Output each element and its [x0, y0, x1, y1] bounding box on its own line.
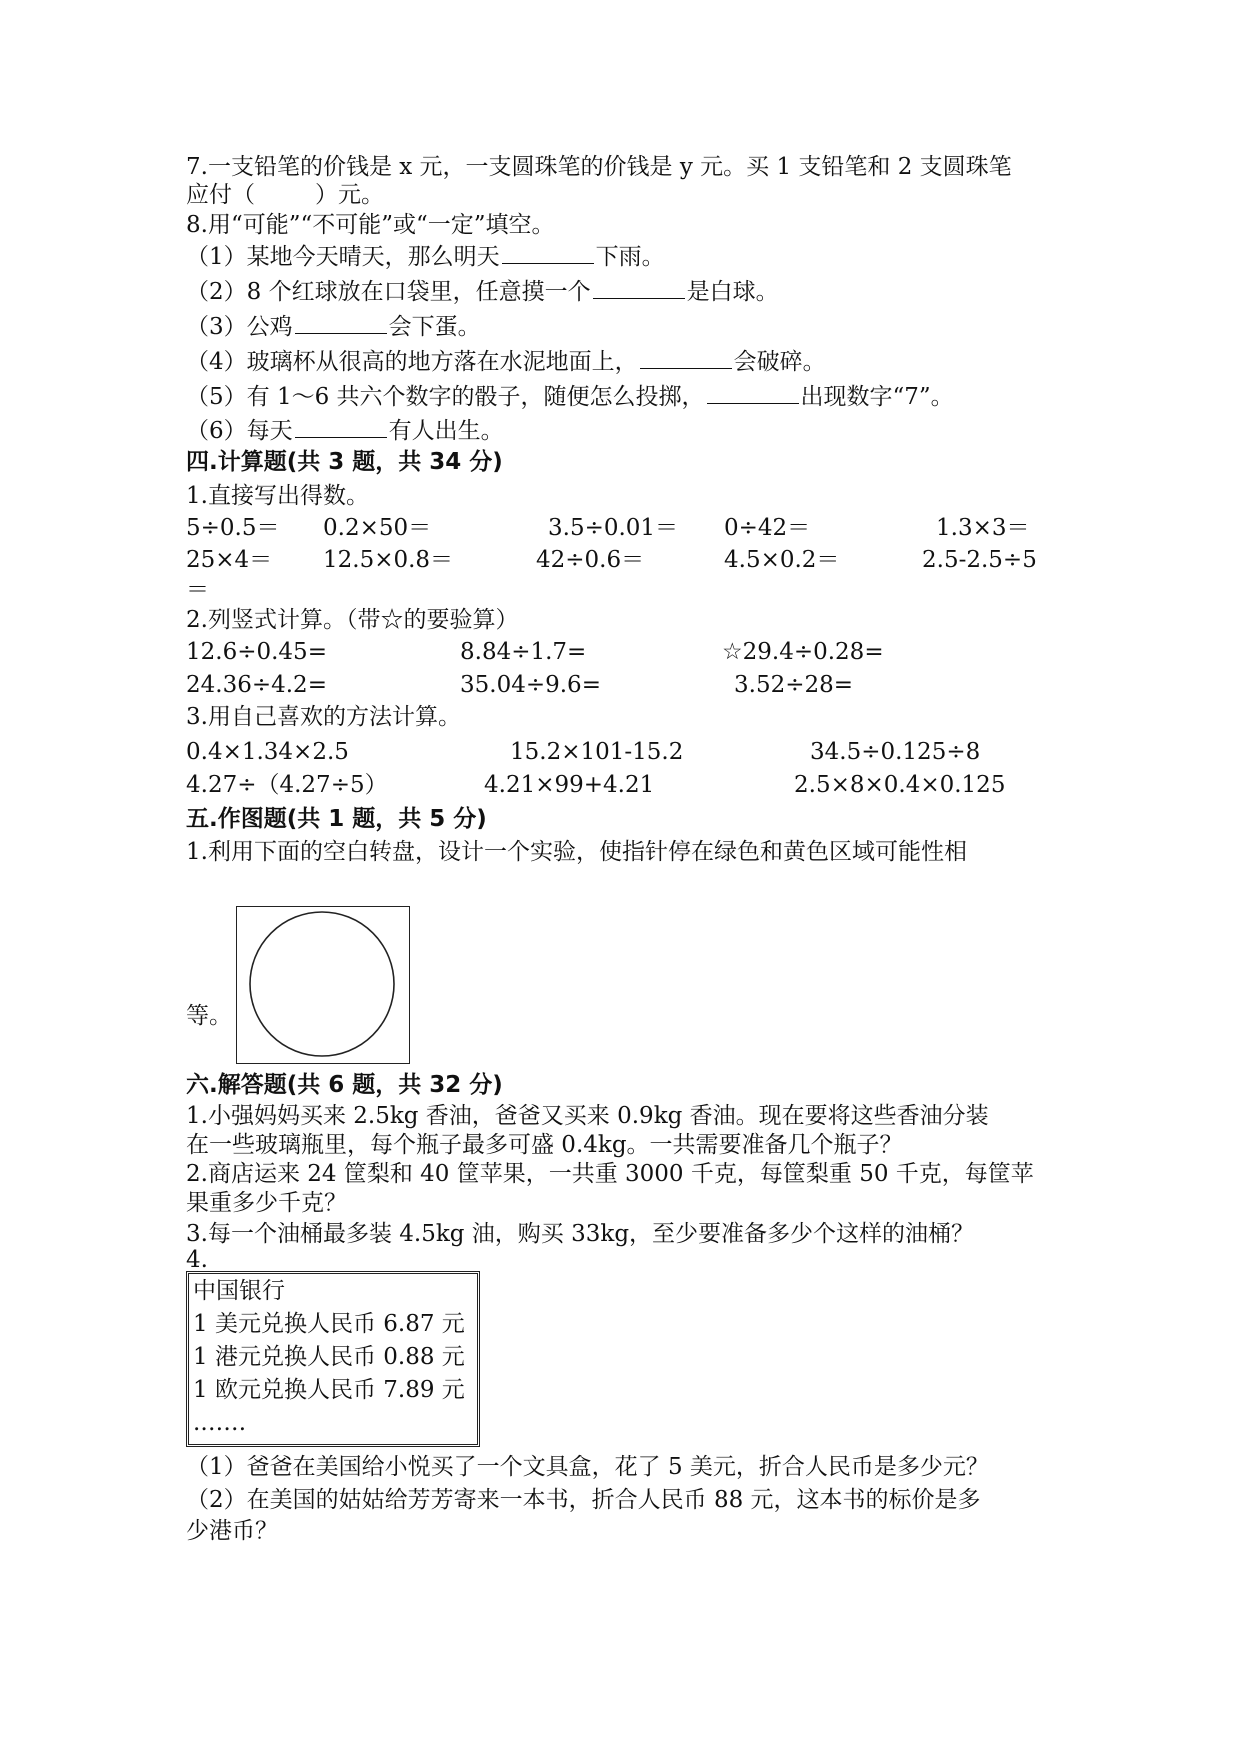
q8-item-6-post: 有人出生。 — [388, 418, 504, 444]
s6-q3: 3.每一个油桶最多装 4.5kg 油，购买 33kg，至少要准备多少个这样的油桶？ — [186, 1221, 975, 1247]
s6-q2-line1: 2.商店运来 24 筐梨和 40 筐苹果，一共重 3000 千克，每筐梨重 50 千克，每筐苹 — [186, 1161, 1034, 1187]
s4-q2-r1-c1: 12.6÷0.45= — [186, 639, 327, 665]
s6-q1-line2: 在一些玻璃瓶里，每个瓶子最多可盛 0.4kg。一共需要准备几个瓶子？ — [186, 1132, 903, 1158]
s4-q1-r2-cont: ＝ — [186, 577, 209, 603]
q8-item-5-pre: （5）有 1～6 共六个数字的骰子，随便怎么投掷， — [186, 384, 705, 410]
s4-q2-title: 2.列竖式计算。（带☆的要验算） — [186, 607, 519, 633]
s4-q1-r1-c2: 0.2×50＝ — [323, 515, 432, 541]
q8-item-5 — [186, 381, 954, 412]
s4-q3-title: 3.用自己喜欢的方法计算。 — [186, 704, 461, 730]
q8-item-3-blank[interactable] — [295, 311, 387, 334]
q8-item-3-pre: （3）公鸡 — [186, 314, 293, 340]
s4-q2-r2-c2: 35.04÷9.6= — [460, 672, 601, 698]
s5-q1-line2: 等。 — [186, 1003, 232, 1029]
section5-heading: 五.作图题(共 1 题，共 5 分) — [186, 806, 487, 832]
s4-q1-r2-c5: 2.5-2.5÷5 — [922, 547, 1037, 573]
s4-q3-r2-c3: 2.5×8×0.4×0.125 — [794, 772, 1006, 798]
s4-q1-r2-c4: 4.5×0.2＝ — [724, 547, 840, 573]
q7-line2-pre: 应付（ — [186, 182, 255, 208]
q8-item-5-post: 出现数字“7”。 — [800, 384, 954, 410]
spinner-frame — [236, 906, 410, 1064]
bank-name: 中国银行 — [193, 1278, 285, 1304]
q8-title: 8.用“可能”“不可能”或“一定”填空。 — [186, 212, 555, 238]
s4-q3-r1-c3: 34.5÷0.125÷8 — [810, 739, 981, 765]
q8-item-3 — [186, 311, 481, 342]
section6-heading: 六.解答题(共 6 题，共 32 分) — [186, 1072, 503, 1098]
s6-q4-sub1: （1）爸爸在美国给小悦买了一个文具盒，花了 5 美元，折合人民币是多少元？ — [186, 1454, 989, 1480]
q8-item-4 — [186, 346, 826, 377]
q8-item-3-post: 会下蛋。 — [388, 314, 481, 340]
s6-q4-sub2-line2: 少港币？ — [186, 1518, 278, 1544]
s4-q3-r2-c2: 4.21×99+4.21 — [484, 772, 655, 798]
q7-line1: 7.一支铅笔的价钱是 x 元，一支圆珠笔的价钱是 y 元。买 1 支铅笔和 2 支圆珠笔 — [186, 154, 1012, 180]
q8-item-6 — [186, 415, 504, 446]
q7-line2 — [186, 180, 384, 210]
blank-spinner-circle[interactable] — [237, 907, 408, 1062]
q8-item-4-pre: （4）玻璃杯从很高的地方落在水泥地面上， — [186, 349, 638, 375]
s4-q3-r1-c1: 0.4×1.34×2.5 — [186, 739, 349, 765]
q8-item-1-pre: （1）某地今天晴天，那么明天 — [186, 244, 500, 270]
s4-q2-r1-c2: 8.84÷1.7= — [460, 639, 587, 665]
s4-q1-r1-c1: 5÷0.5＝ — [186, 515, 280, 541]
s6-q1-line1: 1.小强妈妈买来 2.5kg 香油，爸爸又买来 0.9kg 香油。现在要将这些香油分装 — [186, 1103, 989, 1129]
s4-q1-r1-c3: 3.5÷0.01＝ — [548, 515, 679, 541]
s4-q1-r2-c3: 42÷0.6＝ — [536, 547, 645, 573]
rate-usd: 1 美元兑换人民币 6.87 元 — [193, 1311, 465, 1337]
s4-q1-r2-c1: 25×4＝ — [186, 547, 273, 573]
q8-item-2-pre: （2）8 个红球放在口袋里，任意摸一个 — [186, 279, 591, 305]
s4-q1-r1-c4: 0÷42＝ — [724, 515, 811, 541]
q8-item-2 — [186, 276, 779, 307]
q8-item-5-blank[interactable] — [707, 381, 799, 404]
q8-item-4-post: 会破碎。 — [733, 349, 826, 375]
q8-item-6-blank[interactable] — [295, 415, 387, 438]
s4-q2-r1-c3: ☆29.4÷0.28= — [722, 639, 884, 665]
rate-more: .…… — [193, 1410, 247, 1436]
q7-line2-post: ）元。 — [315, 182, 384, 208]
s6-q2-line2: 果重多少千克？ — [186, 1190, 347, 1216]
q8-item-4-blank[interactable] — [640, 346, 732, 369]
s4-q3-r2-c1: 4.27÷（4.27÷5） — [186, 772, 388, 798]
rate-hkd: 1 港元兑换人民币 0.88 元 — [193, 1344, 465, 1370]
q8-item-1 — [186, 241, 665, 272]
rate-eur: 1 欧元兑换人民币 7.89 元 — [193, 1377, 465, 1403]
s4-q1-r1-c5: 1.3×3＝ — [936, 515, 1030, 541]
q8-item-6-pre: （6）每天 — [186, 418, 293, 444]
s6-q4-number: 4. — [186, 1247, 208, 1273]
q8-item-2-post: 是白球。 — [686, 279, 779, 305]
s4-q1-r2-c2: 12.5×0.8＝ — [323, 547, 454, 573]
s6-q4-sub2-line1: （2）在美国的姑姑给芳芳寄来一本书，折合人民币 88 元，这本书的标价是多 — [186, 1487, 981, 1513]
s4-q1-title: 1.直接写出得数。 — [186, 483, 369, 509]
bank-rate-box — [186, 1271, 480, 1447]
q8-item-1-blank[interactable] — [502, 241, 594, 264]
q8-item-2-blank[interactable] — [593, 276, 685, 299]
q8-item-1-post: 下雨。 — [595, 244, 665, 270]
s4-q2-r2-c3: 3.52÷28= — [734, 672, 854, 698]
s4-q2-r2-c1: 24.36÷4.2= — [186, 672, 327, 698]
s5-q1-line1: 1.利用下面的空白转盘，设计一个实验，使指针停在绿色和黄色区域可能性相 — [186, 839, 967, 865]
section4-heading: 四.计算题(共 3 题，共 34 分) — [186, 449, 503, 475]
s4-q3-r1-c2: 15.2×101-15.2 — [510, 739, 684, 765]
